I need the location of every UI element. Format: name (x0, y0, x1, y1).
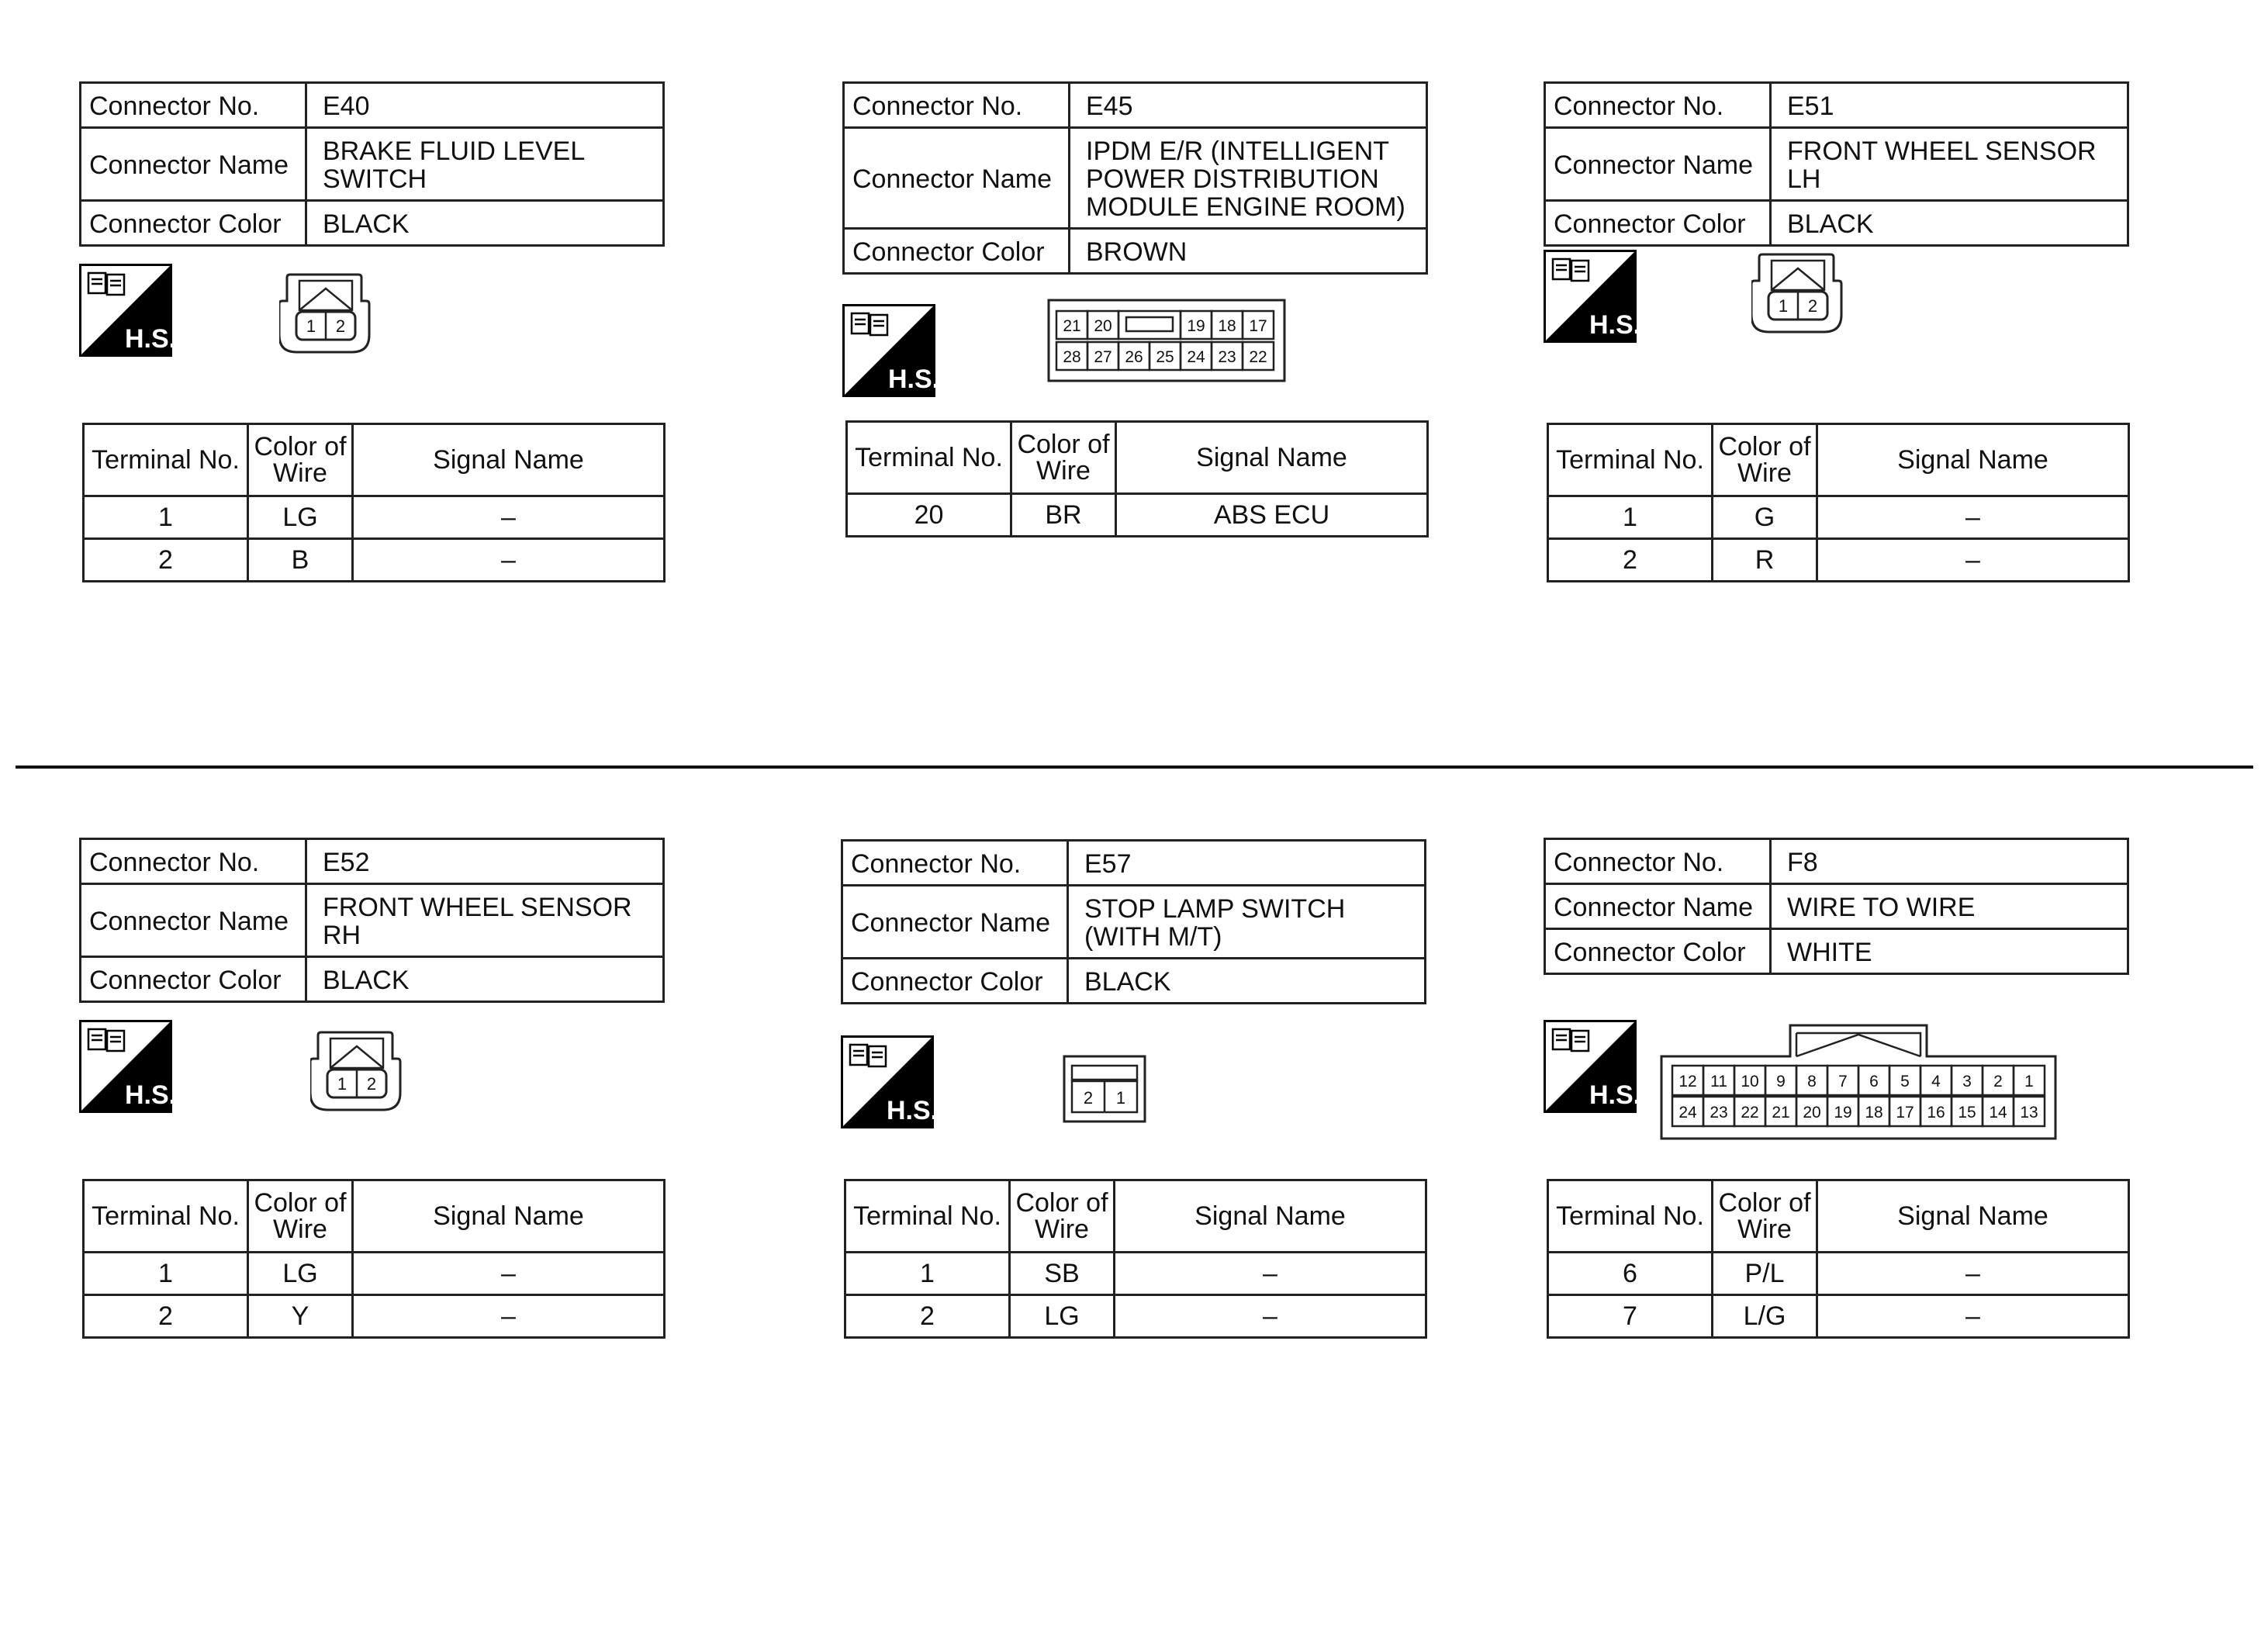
connector-diagram (1660, 1024, 2057, 1144)
pin-label: 6 (1869, 1073, 1879, 1090)
pin-label: 14 (1989, 1104, 2007, 1121)
signal-name-cell: – (1817, 539, 2129, 582)
terminal-no-cell: 6 (1548, 1253, 1713, 1295)
hs-label: H.S. (886, 1096, 934, 1125)
connector-color-value: BROWN (1070, 229, 1427, 274)
pin-label: 12 (1678, 1073, 1697, 1090)
color-of-wire-header-line1: Color of (1015, 1188, 1108, 1218)
pin-label: 4 (1931, 1073, 1941, 1090)
terminal-panel-f8 (1547, 1179, 2136, 1339)
connector-name-value (1068, 886, 1426, 959)
color-of-wire-header-line1: Color of (1017, 430, 1110, 459)
terminal-no-cell: 1 (845, 1253, 1010, 1295)
pin-label: 20 (1803, 1104, 1821, 1121)
section-divider (16, 766, 2253, 769)
connector-name-line: FRONT WHEEL SENSOR LH (1787, 137, 2097, 194)
wire-color-cell: Y (248, 1295, 353, 1338)
connector-info-table (1544, 838, 2129, 975)
connector-info-table (79, 838, 665, 1003)
connector-color-value: BLACK (1771, 201, 2128, 246)
connector-name-line: MODULE ENGINE ROOM) (1086, 192, 1405, 222)
terminal-no-header: Terminal No. (847, 422, 1011, 494)
connector-diagram (279, 270, 372, 361)
terminal-header-row (845, 1180, 1426, 1253)
connector-name-value (1070, 128, 1427, 229)
connector-name-label: Connector Name (81, 128, 306, 201)
color-of-wire-header-line2: Wire (1737, 1215, 1792, 1244)
table-row (84, 1253, 665, 1295)
terminal-no-cell: 1 (84, 1253, 248, 1295)
connector-no-value: E52 (306, 839, 664, 884)
connector-hs-icon (842, 304, 935, 397)
connector-no-label: Connector No. (1545, 83, 1771, 128)
hs-label: H.S. (1589, 310, 1637, 340)
pin-label: 1 (2024, 1073, 2034, 1090)
connector-hs-icon (1544, 1020, 1637, 1113)
pin-label: 16 (1927, 1104, 1945, 1121)
terminal-header-row (847, 422, 1428, 494)
connector-hs-icon (79, 1020, 172, 1113)
connector-name-line: STOP LAMP SWITCH (1084, 894, 1346, 924)
signal-name-cell: – (353, 1253, 665, 1295)
pin-label: 17 (1249, 317, 1267, 335)
harness-side-badge (841, 1035, 934, 1128)
hs-label: H.S. (124, 1080, 172, 1110)
color-of-wire-header-line1: Color of (1718, 432, 1811, 461)
connector-info-e52 (79, 838, 669, 1003)
connector-name-line: POWER DISTRIBUTION (1086, 164, 1379, 194)
pin-label: 1 (337, 1074, 347, 1094)
connector-no-label: Connector No. (81, 839, 306, 884)
connector-name-label: Connector Name (842, 886, 1068, 959)
wire-color-cell: LG (248, 496, 353, 539)
harness-side-badge (1544, 250, 1637, 343)
color-of-wire-header-line1: Color of (254, 432, 347, 461)
signal-name-cell: – (353, 496, 665, 539)
connector-name-line: BRAKE FLUID LEVEL (323, 137, 586, 166)
terminal-header-row (84, 1180, 665, 1253)
connector-name-line: IPDM E/R (INTELLIGENT (1086, 137, 1390, 166)
wire-color-cell: G (1713, 496, 1817, 539)
connector-color-label: Connector Color (81, 957, 306, 1002)
signal-name-header: Signal Name (353, 1180, 665, 1253)
terminal-no-header: Terminal No. (84, 424, 248, 496)
table-row (1548, 496, 2129, 539)
color-of-wire-header-line2: Wire (273, 1215, 327, 1244)
connector-no-value: E57 (1068, 841, 1426, 886)
terminal-no-cell: 20 (847, 494, 1011, 537)
signal-name-cell: – (1817, 1253, 2129, 1295)
signal-name-header: Signal Name (353, 424, 665, 496)
connector-name-line: SWITCH (323, 164, 427, 194)
terminal-no-header: Terminal No. (845, 1180, 1010, 1253)
table-row (1548, 1253, 2129, 1295)
terminal-panel-e51 (1547, 423, 2136, 582)
color-of-wire-header (1010, 1180, 1115, 1253)
pin-label: 9 (1776, 1073, 1786, 1090)
pin-label: 28 (1063, 348, 1081, 366)
pin-label: 22 (1741, 1104, 1759, 1121)
wire-color-cell: P/L (1713, 1253, 1817, 1295)
connector-info-table (79, 81, 665, 247)
hs-label: H.S. (124, 324, 172, 354)
terminal-panel-e45 (845, 420, 1435, 537)
harness-side-badge (1544, 1020, 1637, 1113)
connector-hs-icon (1544, 250, 1637, 343)
color-of-wire-header (248, 1180, 353, 1253)
terminal-table (1547, 1179, 2130, 1339)
terminal-no-header: Terminal No. (84, 1180, 248, 1253)
terminal-table (845, 420, 1429, 537)
signal-name-cell: – (1115, 1295, 1426, 1338)
terminal-no-cell: 1 (84, 496, 248, 539)
connector-color-label: Connector Color (842, 959, 1068, 1004)
connector-name-label: Connector Name (1545, 128, 1771, 201)
table-row (845, 1253, 1426, 1295)
pin-label: 13 (2020, 1104, 2038, 1121)
pin-label: 7 (1838, 1073, 1848, 1090)
connector-color-label: Connector Color (81, 201, 306, 246)
harness-side-badge (79, 1020, 172, 1113)
connector-no-value: E51 (1771, 83, 2128, 128)
table-row (84, 496, 665, 539)
wire-color-cell: SB (1010, 1253, 1115, 1295)
connector-no-label: Connector No. (81, 83, 306, 128)
pin-label: 8 (1807, 1073, 1817, 1090)
connector-info-e40 (79, 81, 669, 247)
color-of-wire-header-line1: Color of (254, 1188, 347, 1218)
color-of-wire-header (1713, 424, 1817, 496)
wire-color-cell: B (248, 539, 353, 582)
pin-label: 18 (1218, 317, 1236, 335)
connector-no-label: Connector No. (844, 83, 1070, 128)
connector-info-e45 (842, 81, 1432, 275)
hs-label: H.S. (887, 365, 935, 394)
terminal-header-row (1548, 424, 2129, 496)
pin-label: 21 (1772, 1104, 1790, 1121)
terminal-header-row (84, 424, 665, 496)
terminal-no-cell: 7 (1548, 1295, 1713, 1338)
signal-name-cell: ABS ECU (1116, 494, 1428, 537)
color-of-wire-header-line1: Color of (1718, 1188, 1811, 1218)
terminal-panel-e40 (82, 423, 672, 582)
pin-label: 22 (1249, 348, 1267, 366)
terminal-no-cell: 2 (845, 1295, 1010, 1338)
terminal-no-cell: 1 (1548, 496, 1713, 539)
pin-label: 17 (1896, 1104, 1914, 1121)
connector-color-value: WHITE (1771, 929, 2128, 974)
color-of-wire-header-line2: Wire (1035, 1215, 1089, 1244)
pin-label: 24 (1678, 1104, 1697, 1121)
terminal-panel-e52 (82, 1179, 672, 1339)
signal-name-cell: – (1817, 1295, 2129, 1338)
pin-label: 15 (1958, 1104, 1976, 1121)
terminal-header-row (1548, 1180, 2129, 1253)
connector-no-value: F8 (1771, 839, 2128, 884)
connector-name-line: FRONT WHEEL SENSOR RH (323, 893, 632, 950)
terminal-table (82, 1179, 666, 1339)
connector-diagram (310, 1028, 403, 1118)
pin-label: 19 (1834, 1104, 1852, 1121)
terminal-no-cell: 2 (84, 539, 248, 582)
connector-name-label: Connector Name (81, 884, 306, 957)
pin-label: 5 (1900, 1073, 1910, 1090)
connector-hs-icon (841, 1035, 934, 1128)
pin-label: 27 (1094, 348, 1112, 366)
connector-diagram (1751, 250, 1844, 340)
pin-label: 19 (1187, 317, 1205, 335)
connector-name-value (306, 128, 664, 201)
signal-name-cell: – (1817, 496, 2129, 539)
connector-info-table (1544, 81, 2129, 247)
color-of-wire-header-line2: Wire (1036, 456, 1091, 486)
pin-label: 3 (1962, 1073, 1972, 1090)
wire-color-cell: L/G (1713, 1295, 1817, 1338)
table-row (84, 1295, 665, 1338)
terminal-panel-e57 (844, 1179, 1433, 1339)
connector-info-f8 (1544, 838, 2133, 975)
table-row (84, 539, 665, 582)
signal-name-cell: – (353, 1295, 665, 1338)
pin-label: 26 (1125, 348, 1143, 366)
signal-name-cell: – (353, 539, 665, 582)
pin-label: 18 (1865, 1104, 1883, 1121)
terminal-table (844, 1179, 1427, 1339)
connector-no-label: Connector No. (1545, 839, 1771, 884)
connector-diagram (1063, 1055, 1148, 1128)
connector-name-value (1771, 884, 2128, 929)
terminal-no-header: Terminal No. (1548, 424, 1713, 496)
color-of-wire-header (1713, 1180, 1817, 1253)
connector-name-label: Connector Name (1545, 884, 1771, 929)
connector-color-value: BLACK (306, 957, 664, 1002)
pin-label: 1 (1115, 1088, 1126, 1108)
connector-color-label: Connector Color (844, 229, 1070, 274)
connector-info-e51 (1544, 81, 2133, 247)
connector-color-label: Connector Color (1545, 929, 1771, 974)
connector-no-label: Connector No. (842, 841, 1068, 886)
pin-label: 10 (1741, 1073, 1759, 1090)
connector-info-table (842, 81, 1428, 275)
connector-diagram (1047, 299, 1286, 386)
connector-color-value: BLACK (306, 201, 664, 246)
connector-info-e57 (841, 839, 1430, 1004)
connector-hs-icon (79, 264, 172, 357)
terminal-table (82, 423, 666, 582)
harness-side-badge (842, 304, 935, 397)
wire-color-cell: LG (1010, 1295, 1115, 1338)
pin-label: 21 (1063, 317, 1081, 335)
terminal-no-header: Terminal No. (1548, 1180, 1713, 1253)
connector-no-value: E45 (1070, 83, 1427, 128)
pin-label: 23 (1710, 1104, 1728, 1121)
terminal-no-cell: 2 (84, 1295, 248, 1338)
signal-name-header: Signal Name (1116, 422, 1428, 494)
connector-name-line: (WITH M/T) (1084, 922, 1222, 952)
pin-label: 11 (1710, 1073, 1727, 1090)
pin-label: 23 (1218, 348, 1236, 366)
connector-no-value: E40 (306, 83, 664, 128)
harness-side-badge (79, 264, 172, 357)
pin-label: 2 (335, 316, 346, 336)
connector-name-value (306, 884, 664, 957)
color-of-wire-header (1011, 422, 1116, 494)
color-of-wire-header (248, 424, 353, 496)
pin-label: 1 (1778, 296, 1789, 316)
color-of-wire-header-line2: Wire (273, 458, 327, 488)
hs-label: H.S. (1589, 1080, 1637, 1110)
signal-name-cell: – (1115, 1253, 1426, 1295)
pin-label: 2 (1993, 1073, 2003, 1090)
color-of-wire-header-line2: Wire (1737, 458, 1792, 488)
table-row (847, 494, 1428, 537)
pin-label: 24 (1187, 348, 1205, 366)
signal-name-header: Signal Name (1817, 424, 2129, 496)
table-row (845, 1295, 1426, 1338)
terminal-table (1547, 423, 2130, 582)
signal-name-header: Signal Name (1817, 1180, 2129, 1253)
pin-label: 2 (1083, 1088, 1094, 1108)
pin-label: 25 (1156, 348, 1174, 366)
pin-label: 2 (366, 1074, 377, 1094)
pin-label: 2 (1807, 296, 1818, 316)
table-row (1548, 539, 2129, 582)
pin-label: 1 (306, 316, 316, 336)
pin-label: 20 (1094, 317, 1112, 335)
connector-info-table (841, 839, 1426, 1004)
wire-color-cell: R (1713, 539, 1817, 582)
connector-name-label: Connector Name (844, 128, 1070, 229)
wire-color-cell: BR (1011, 494, 1116, 537)
connector-color-label: Connector Color (1545, 201, 1771, 246)
wire-color-cell: LG (248, 1253, 353, 1295)
table-row (1548, 1295, 2129, 1338)
terminal-no-cell: 2 (1548, 539, 1713, 582)
connector-color-value: BLACK (1068, 959, 1426, 1004)
connector-name-value (1771, 128, 2128, 201)
signal-name-header: Signal Name (1115, 1180, 1426, 1253)
connector-name-line: WIRE TO WIRE (1787, 893, 1976, 922)
